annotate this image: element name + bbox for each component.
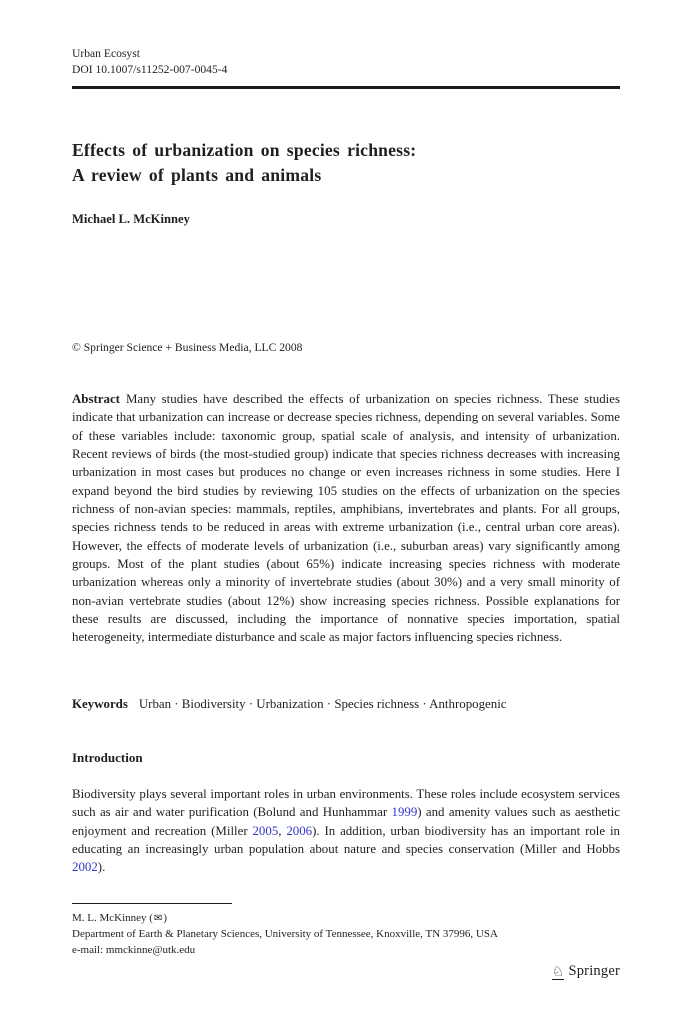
corresponding-author-line	[72, 911, 620, 927]
footnote-block	[72, 903, 620, 958]
introduction-paragraph	[72, 785, 620, 877]
citation-link[interactable]: 2002	[72, 860, 98, 875]
abstract-text: Many studies have described the effects of urbanization on species richness. These studies indicate that urbanization can increase or decrease species richness, depending on several variables. Some of these variables include: taxonomic group, spatial scale of analysis, and intensity of urbanization. Recent reviews of birds (the most-studied group) indicate that species richness decreases with increasing urbanization in most cases but produces no change or even increases richness in some studies. Here I expand beyond the bird studies by reviewing 105 studies on the effects of urbanization on the species richness of non-avian species: mammals, reptiles, amphibians, invertebrates and plants. For all groups, species richness tends to be reduced in areas with extreme urbanization (i.e., central urban core areas). However, the effects of moderate levels of urbanization (i.e., suburban areas) vary significantly among groups. Most of the plant studies (about 65%) indicate increasing species richness with moderate urbanization whereas only a minority of invertebrate studies (about 30%) and a very small minority of non-avian vertebrate studies (about 12%) show increasing species richness. Possible explanations for these results are discussed, including the importance of nonnative species importation, spatial heterogeneity, intermediate disturbance and scale as major factors influencing species richness.	[72, 392, 620, 645]
citation-link[interactable]: 2006	[286, 823, 313, 838]
header-rule	[72, 86, 620, 89]
doi-text: DOI 10.1007/s11252-007-0045-4	[72, 62, 228, 76]
keywords-line	[72, 697, 620, 712]
springer-logo-text: Springer	[568, 963, 620, 979]
section-heading-introduction: Introduction	[72, 750, 143, 765]
journal-name: Urban Ecosyst	[72, 47, 140, 60]
title-line-1: Effects of urbanization on species richness:	[72, 140, 417, 160]
paragraph-text-segment: ,	[278, 823, 287, 838]
affiliation-line: Department of Earth & Planetary Sciences, University of Tennessee, Knoxville, TN 37996, USA	[72, 927, 498, 940]
envelope-icon: ✉	[153, 913, 163, 924]
paragraph-text-segment: ).	[97, 860, 106, 875]
paragraph-text-segment: ) and amenity values such as aesthetic enjoyment and recreation (Miller	[72, 805, 621, 838]
citation-link[interactable]: 2005	[252, 823, 279, 838]
copyright-line: © Springer Science + Business Media, LLC 2008	[72, 341, 303, 354]
journal-header	[72, 46, 620, 77]
abstract-label: Abstract	[72, 392, 120, 406]
paragraph-text-segment: ). In addition, urban biodiversity has an important role in educating an increasingly urban population about nature and species conservation (Miller and Hobbs	[72, 823, 620, 857]
abstract-paragraph	[72, 390, 620, 647]
springer-knight-icon: ♘	[551, 964, 565, 980]
citation-link[interactable]: 1999	[391, 805, 418, 820]
keywords-list: Urban · Biodiversity · Urbanization · Species richness · Anthropogenic	[138, 697, 507, 711]
corresponding-author-suffix: )	[163, 912, 168, 924]
footnote-rule	[72, 903, 232, 904]
paragraph-text-segment: Biodiversity plays several important roles in urban environments. These roles include ecosystem services such as air and water purification (Bolund and Hunhammar	[72, 787, 620, 820]
title-line-2: A review of plants and animals	[72, 165, 322, 185]
springer-logo	[72, 963, 620, 980]
email-line: e-mail: mmckinne@utk.edu	[72, 943, 196, 956]
author-name: Michael L. McKinney	[72, 212, 190, 226]
keywords-label: Keywords	[72, 697, 128, 711]
article-title	[72, 138, 620, 188]
corresponding-author-name: M. L. McKinney (	[72, 912, 153, 924]
